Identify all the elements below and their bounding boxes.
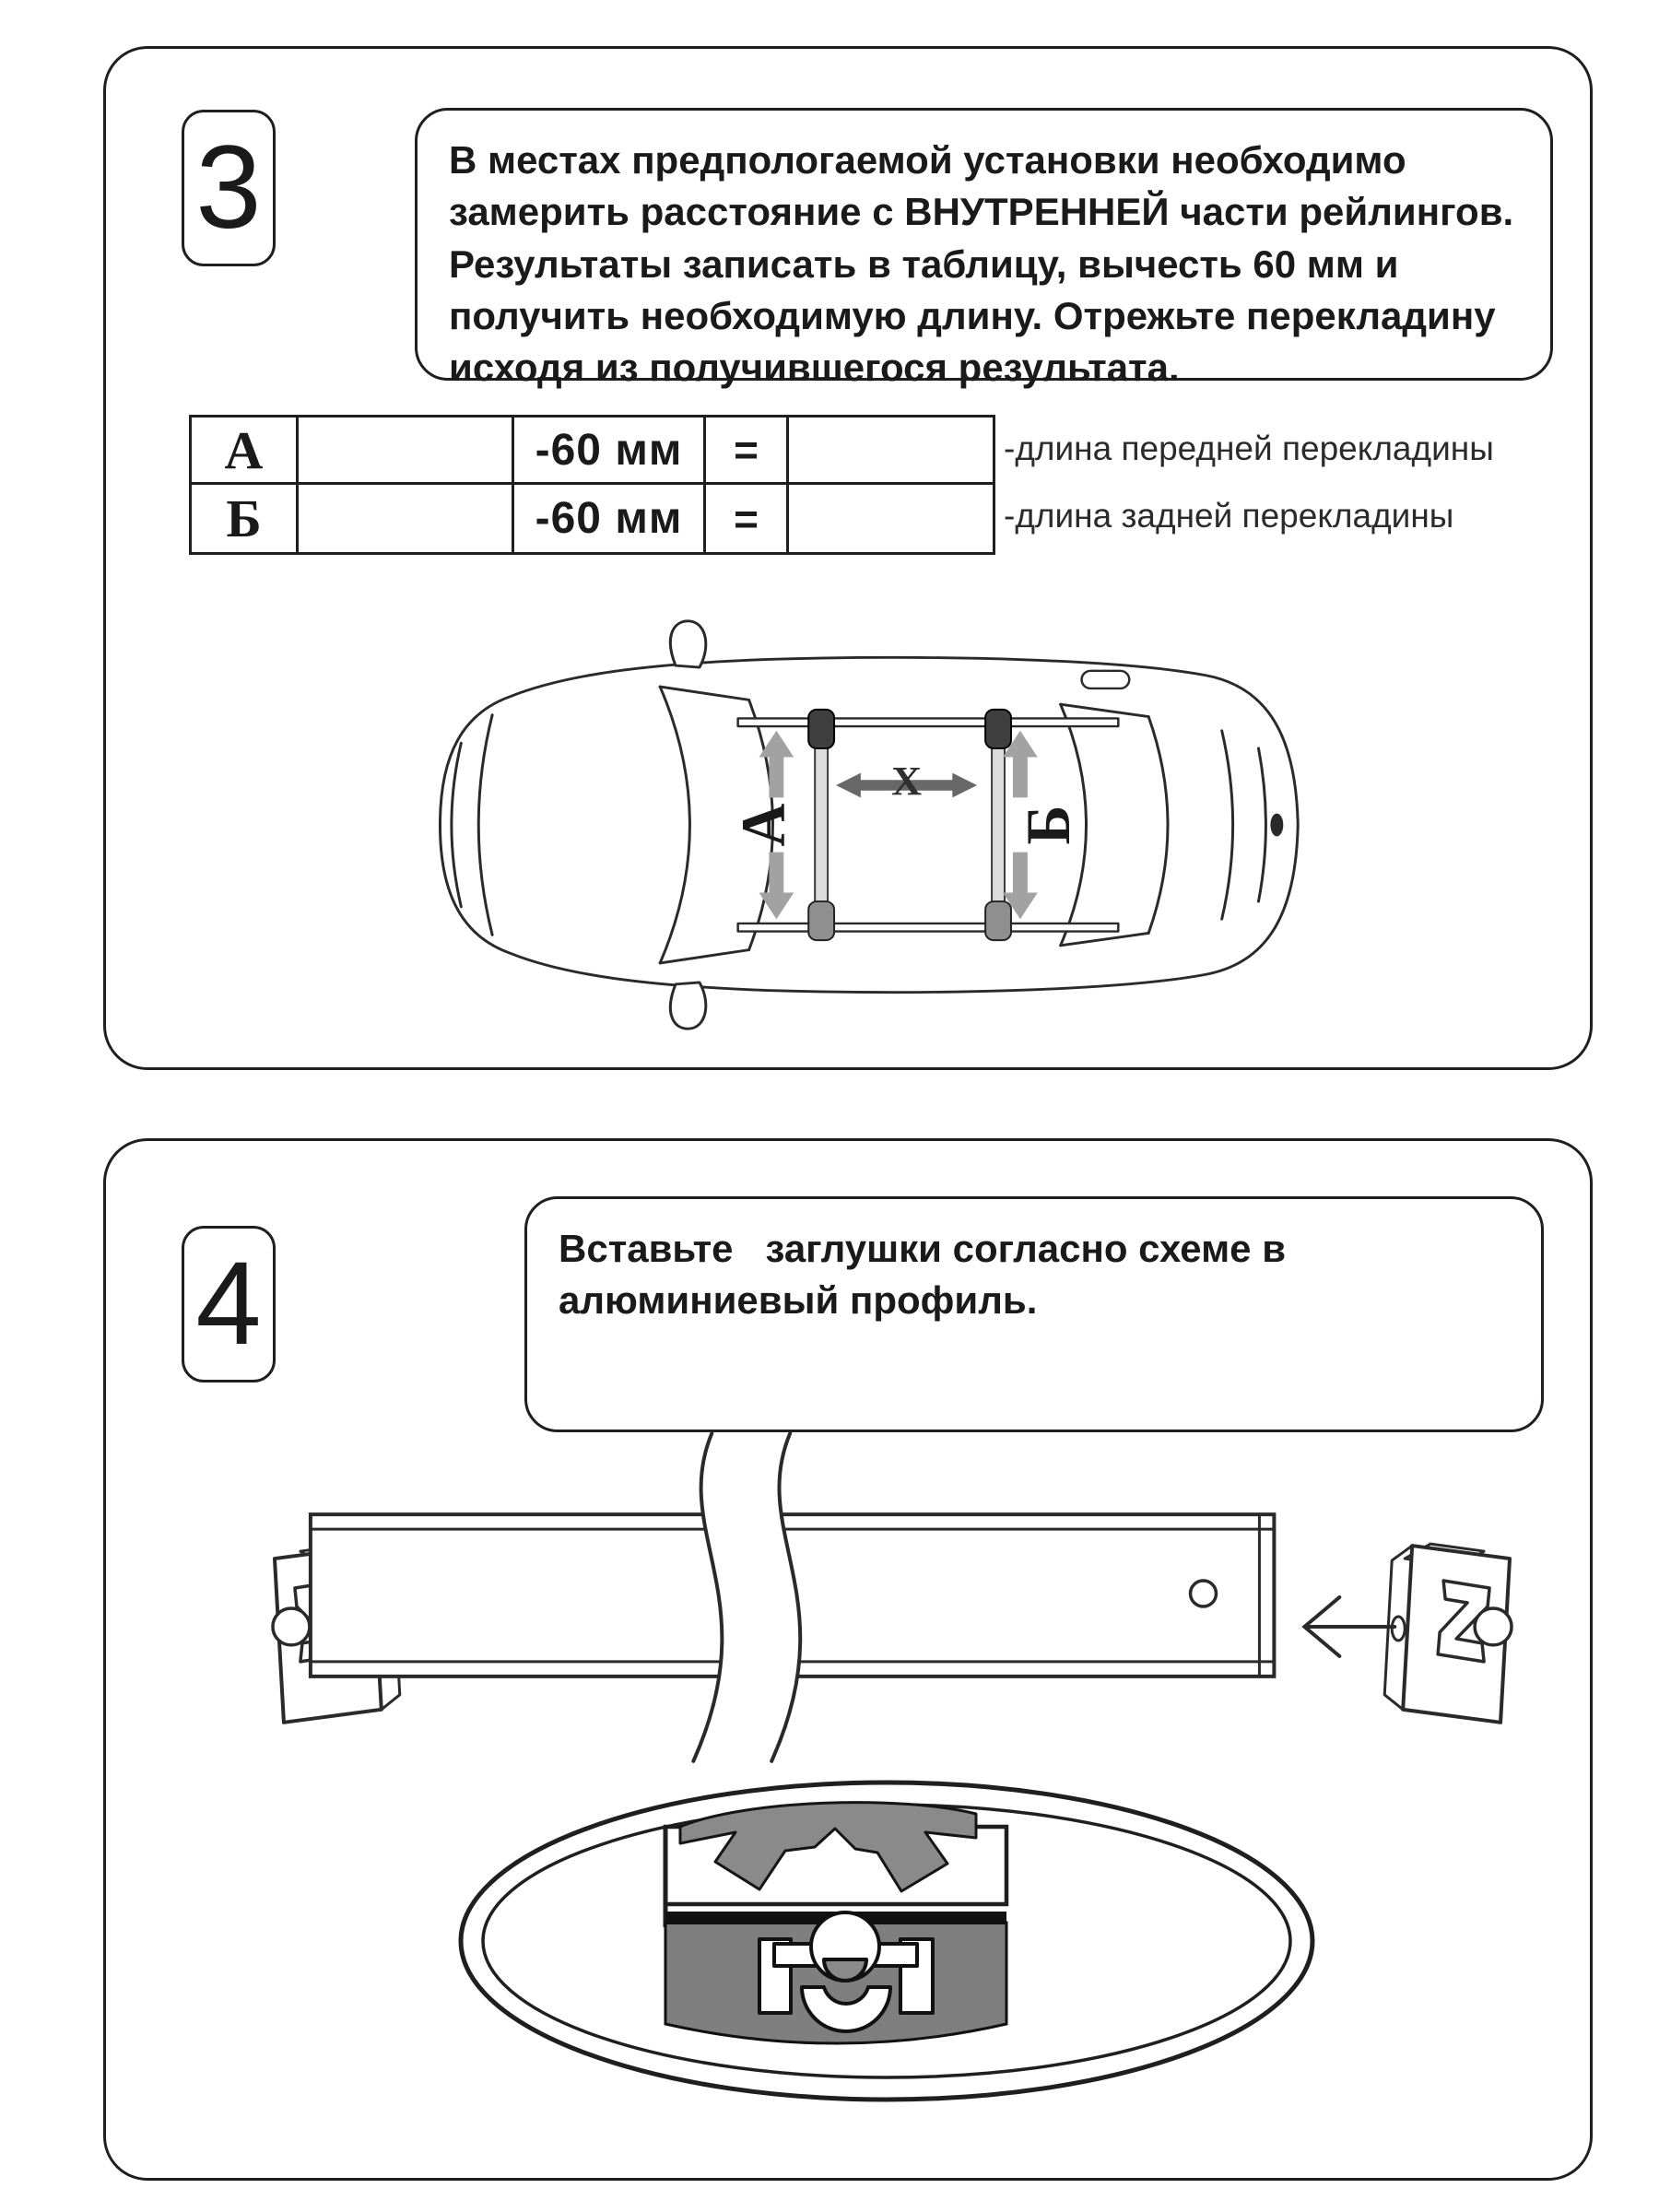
step-4-instruction-box [524,1196,1544,1432]
table-row-b-result-cell [789,485,993,552]
car-top-view-diagram [353,609,1334,1041]
profile-cross-section-diagram [442,1775,1341,2125]
step-4-number: 4 [195,1238,262,1370]
front-crossbar-foot-bottom [808,901,834,940]
table-row-a-result-cell [789,418,993,485]
a-pillar-top [660,687,748,700]
rear-crossbar [992,725,1005,924]
profile-plugs-diagram [252,1431,1533,1763]
trunk-line-1 [1222,731,1233,919]
c-pillar-bottom [1061,933,1148,945]
dim-a-arrow-down [759,853,794,920]
table-row-a-subtract: -60 мм [514,418,706,485]
table-row-a-equals: = [706,418,789,485]
left-roof-rail [738,718,1119,726]
trunk-lock-dot [1270,814,1283,837]
step-3-instruction-box [415,108,1553,390]
step-4-number-badge [182,1226,276,1382]
right-roof-rail [738,924,1119,932]
rear-window-trunk-edge [1148,717,1168,934]
table-row-b-equals: = [706,485,789,552]
table-row-b-subtract: -60 мм [514,485,706,552]
table-row-b-measured-cell [299,485,514,552]
left-mirror-icon [670,621,705,667]
rear-crossbar-foot-top [985,710,1011,748]
right-mirror-icon [670,982,705,1029]
front-crossbar-foot-top [808,710,834,748]
table-row-a-letter: А [192,418,299,485]
hood-line [478,715,492,935]
a-pillar-bottom [660,950,748,963]
front-crossbar [815,725,828,924]
windshield-front-edge [660,687,689,963]
rear-bar-length-label: -длина задней перекладины [1004,496,1454,535]
step-4-panel [103,1138,1593,2181]
roof-antenna [1082,671,1130,688]
trunk-line-2 [1258,748,1265,901]
c-pillar-top [1061,704,1148,716]
insert-arrow-right-icon [1304,1597,1394,1656]
front-bar-label: А [729,803,799,847]
right-end-plug-icon [1384,1544,1512,1723]
step-3-instruction-text: В местах предпологаемой установки необходимо замерить расстояние с ВНУТРЕННЕЙ части рейлингов. Результаты записать в таблицу, вычесть 60 мм и получить необходимую длину. Отрежьте перекладину исходя из получившегося результата. [449,138,1524,390]
front-bar-length-label: -длина передней перекладины [1004,429,1494,467]
car-body-outline [440,657,1298,992]
step-3-number-badge [182,110,276,266]
front-bumper-line [452,743,461,907]
step-4-instruction-text: Вставьте заглушки согласно схеме в алюминиевый профиль. [559,1227,1297,1323]
measurement-table [189,415,995,555]
t-slot-channel [665,1827,1006,1904]
distance-x-label: X [891,758,923,804]
table-row-b-letter: Б [192,485,299,552]
step-3-panel [103,46,1593,1070]
profile-mount-hole [1191,1581,1217,1606]
dim-a-arrow-up [759,731,794,798]
rear-bar-label: Б [1015,805,1084,845]
step-3-number: 3 [195,122,262,253]
rear-crossbar-foot-bottom [985,901,1011,940]
table-row-a-measured-cell [299,418,514,485]
